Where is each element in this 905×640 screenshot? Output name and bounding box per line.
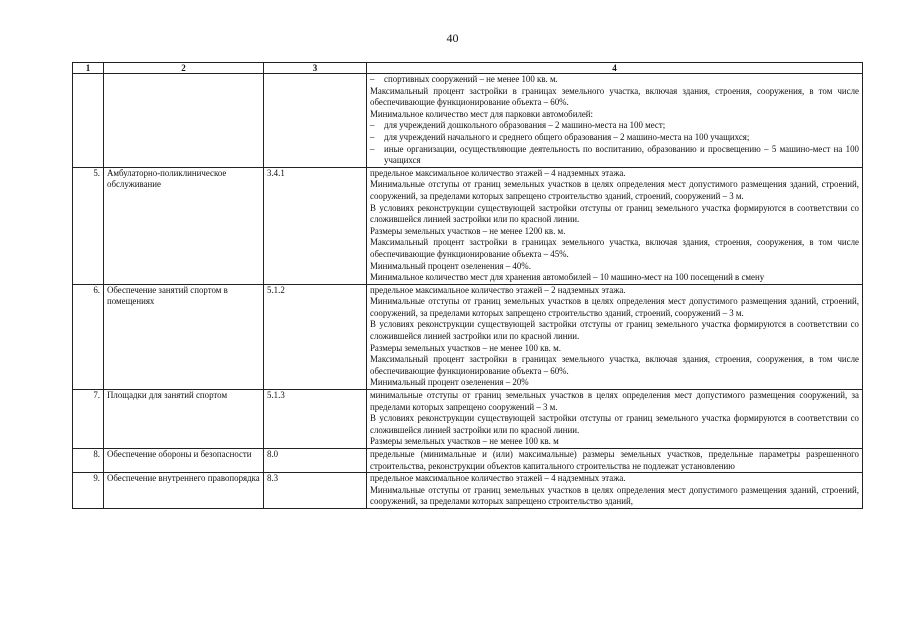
table-row	[73, 167, 863, 284]
use-type-name: Амбулаторно-поликлиническое обслуживание	[104, 167, 264, 284]
use-type-code: 3.4.1	[264, 167, 367, 284]
dash-marker: –	[370, 74, 375, 84]
use-type-code	[264, 74, 367, 168]
parameter-paragraph: Размеры земельных участков – не менее 100 кв. м	[370, 436, 559, 447]
parameter-paragraph: Максимальный процент застройки в границах земельного участка, включая здания, строения, сооружения, в том числе обеспечивающие функционирование объекта – 45%.	[370, 237, 859, 259]
parameter-paragraph: предельные (минимальные и (или) максимальные) размеры земельных участков, предельные параметры разрешенного строительства, реконструкции объектов капитального строительства не подлежат установлению	[370, 449, 859, 471]
dash-item-text: для учреждений начального и среднего общего образования – 2 машино-места на 100 учащихся;	[384, 131, 750, 142]
parameter-paragraph: Максимальный процент застройки в границах земельного участка, включая здания, строения, сооружения, в том числе обеспечивающие функционирование объекта – 60%.	[370, 354, 859, 376]
dash-item-text: иные организации, осуществляющие деятельность по воспитанию, образованию и просвещению – 5 машино-мест на 100 учащихся	[384, 143, 859, 166]
dash-list-item	[370, 74, 859, 86]
parameter-paragraph: Минимальные отступы от границ земельных участков в целях определения мест допустимого размещения зданий, строений, сооружений, за пределами которых запрещено строительство зданий,	[370, 484, 859, 507]
parameter-paragraph: Минимальный процент озеленения – 20%	[370, 377, 529, 388]
header-col-1: 1	[73, 63, 104, 74]
parameters-cell	[367, 449, 863, 473]
parameter-paragraph: предельное максимальное количество этажей – 2 надземных этажа.	[370, 284, 626, 295]
parameters-cell	[367, 167, 863, 284]
row-number: 7.	[73, 390, 104, 449]
use-type-code: 5.1.2	[264, 284, 367, 389]
header-col-3: 3	[264, 63, 367, 74]
parameter-paragraph: Минимальное количество мест для хранения автомобилей – 10 машино-мест на 100 посещений в смену	[370, 272, 765, 283]
parameter-paragraph: Размеры земельных участков – не менее 100 кв. м.	[370, 342, 561, 353]
parameter-paragraph: Минимальный процент озеленения – 40%.	[370, 260, 531, 271]
parameters-cell	[367, 284, 863, 389]
page-number: 40	[446, 31, 459, 45]
dash-list-item	[370, 132, 859, 144]
use-type-name	[104, 74, 264, 168]
use-type-code: 5.1.3	[264, 390, 367, 449]
parameter-paragraph: Максимальный процент застройки в границах земельного участка, включая здания, строения, сооружения, в том числе обеспечивающие функционирование объекта – 60%.	[370, 85, 859, 108]
regulations-table	[72, 62, 863, 509]
header-col-2: 2	[104, 63, 264, 74]
table-row	[73, 284, 863, 389]
parameter-paragraph: Размеры земельных участков – не менее 1200 кв. м.	[370, 225, 566, 236]
row-number: 5.	[73, 167, 104, 284]
parameter-paragraph: минимальные отступы от границ земельных участков в целях определения мест допустимого размещения сооружений, за пределами которых запрещено сооружений – 3 м.	[370, 390, 859, 412]
row-number: 8.	[73, 449, 104, 473]
row-number: 9.	[73, 473, 104, 509]
parameters-cell	[367, 390, 863, 449]
table-row	[73, 390, 863, 449]
dash-marker: –	[370, 131, 375, 142]
dash-marker: –	[370, 143, 375, 154]
parameter-paragraph: Минимальные отступы от границ земельных участков в целях определения мест допустимого размещения зданий, строений, сооружений, за пределами которых запрещено строительство зданий, строений, сооружений – 3 м.	[370, 296, 859, 318]
dash-item-text: для учреждений дошкольного образования – 2 машино-места на 100 мест;	[384, 120, 666, 131]
dash-marker: –	[370, 120, 375, 131]
dash-item-text: спортивных сооружений – не менее 100 кв. м.	[384, 74, 558, 84]
table-row	[73, 449, 863, 473]
parameter-paragraph: В условиях реконструкции существующей застройки отступы от границ земельного участка формируются в соответствии со сложившейся линией застройки или по красной линии.	[370, 319, 859, 342]
parameter-paragraph: предельное максимальное количество этажей – 4 надземных этажа.	[370, 473, 626, 484]
parameter-paragraph: предельное максимальное количество этажей – 4 надземных этажа.	[370, 167, 626, 178]
table-row	[73, 473, 863, 509]
parameter-paragraph: Минимальные отступы от границ земельных участков в целях определения мест допустимого размещения зданий, строений, сооружений, за пределами которых запрещено строительство зданий, строений, сооружений – 3 м.	[370, 179, 859, 201]
row-number: 6.	[73, 284, 104, 389]
row-number	[73, 74, 104, 168]
use-type-name: Площадки для занятий спортом	[104, 390, 264, 449]
parameters-cell	[367, 74, 863, 168]
header-row	[73, 63, 863, 74]
parameter-paragraph: В условиях реконструкции существующей застройки отступы от границ земельного участка формируются в соответствии со сложившейся линией застройки или по красной линии.	[370, 413, 859, 435]
use-type-name: Обеспечение обороны и безопасности	[104, 449, 264, 473]
dash-list-item	[370, 144, 859, 167]
parameters-cell	[367, 473, 863, 509]
table-row	[73, 74, 863, 168]
parameter-paragraph: В условиях реконструкции существующей застройки отступы от границ земельного участка формируются в соответствии со сложившейся линией застройки или по красной линии.	[370, 202, 859, 225]
header-col-4: 4	[367, 63, 863, 74]
use-type-name: Обеспечение занятий спортом в помещениях	[104, 284, 264, 389]
parameter-paragraph: Минимальное количество мест для парковки автомобилей:	[370, 108, 594, 119]
dash-list-item	[370, 120, 859, 132]
use-type-code: 8.0	[264, 449, 367, 473]
use-type-code: 8.3	[264, 473, 367, 509]
use-type-name: Обеспечение внутреннего правопорядка	[104, 473, 264, 509]
